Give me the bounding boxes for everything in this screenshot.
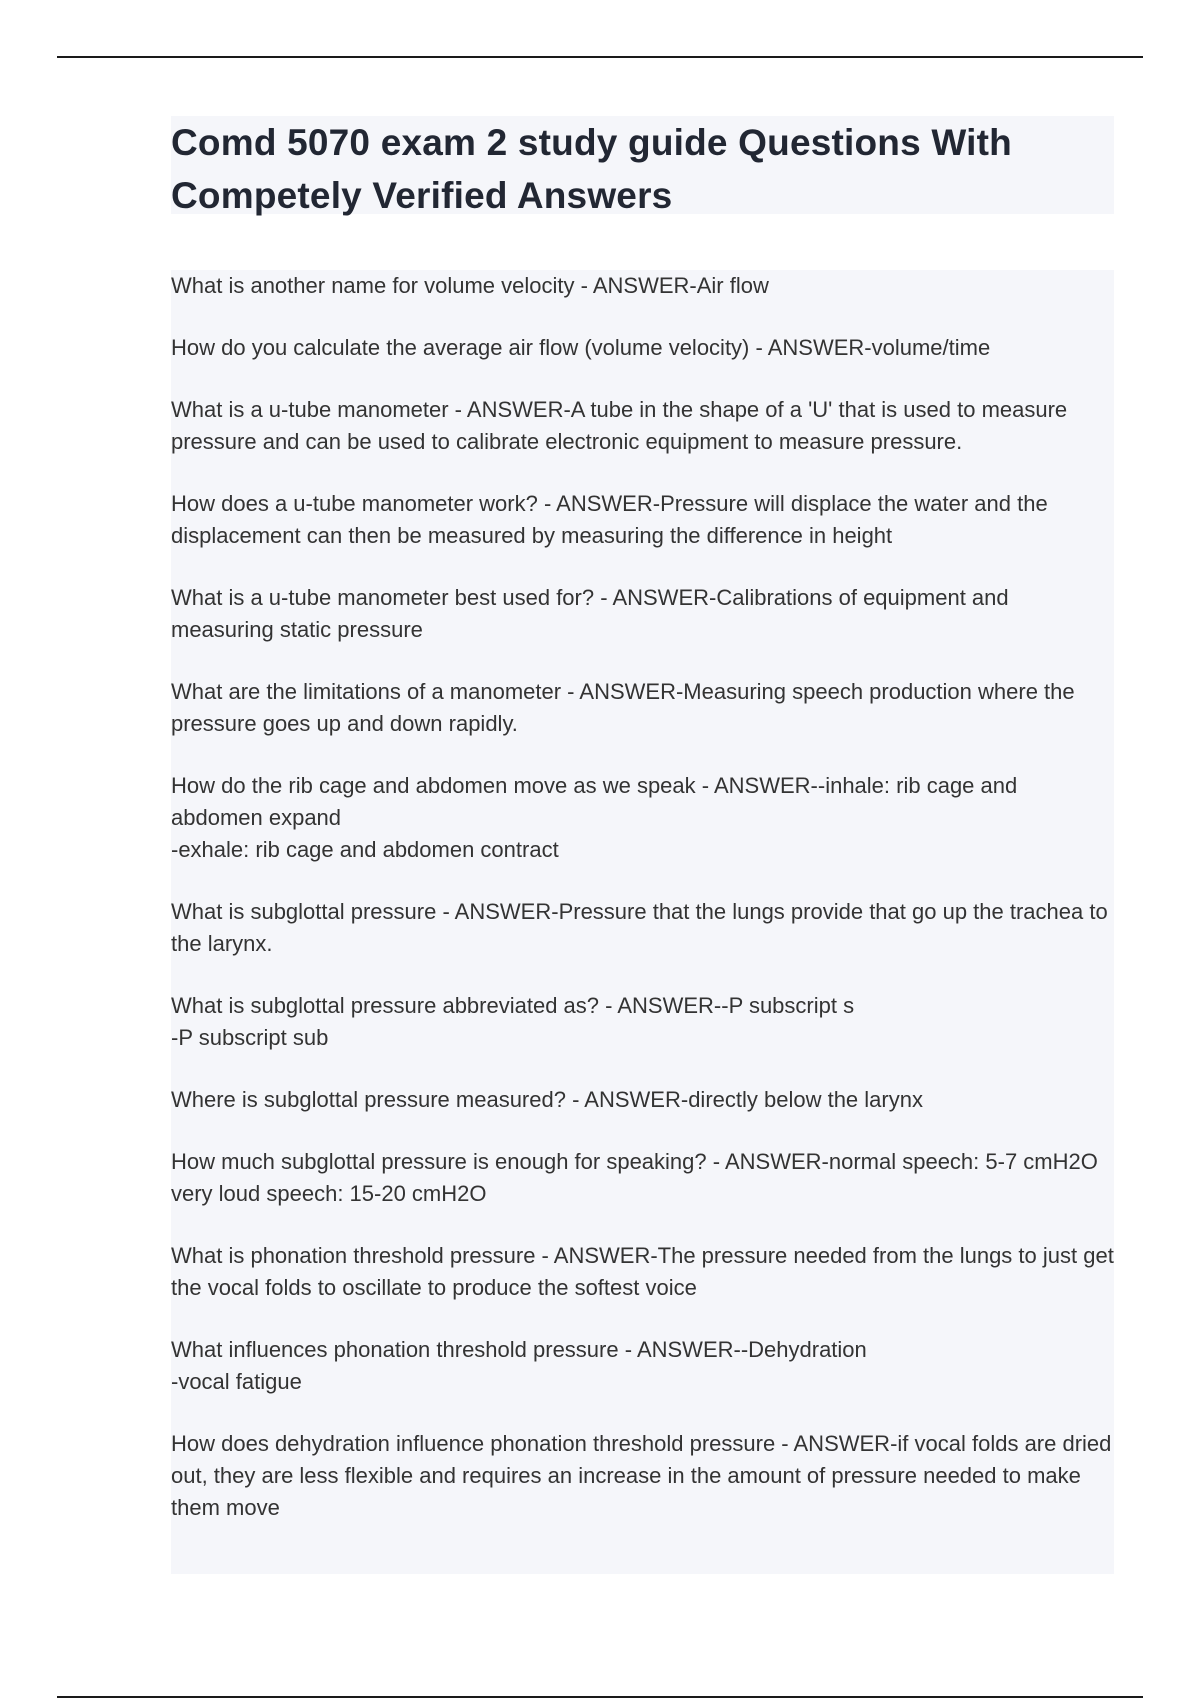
qa-list [171, 270, 1114, 1524]
qa-item: What is a u-tube manometer best used for? - ANSWER-Calibrations of equipment and measuring static pressure [171, 585, 1009, 642]
qa-item: What are the limitations of a manometer - ANSWER-Measuring speech production where the pressure goes up and down rapidly. [171, 679, 1075, 736]
qa-item: What is a u-tube manometer - ANSWER-A tube in the shape of a 'U' that is used to measure pressure and can be used to calibrate electronic equipment to measure pressure. [171, 397, 1068, 454]
bottom-divider [57, 1696, 1143, 1698]
qa-item: What is another name for volume velocity - ANSWER-Air flow [171, 273, 769, 298]
qa-item: How do the rib cage and abdomen move as we speak - ANSWER--inhale: rib cage and abdomen expand -exhale: rib cage and abdomen contract [171, 773, 1018, 862]
qa-item: What is phonation threshold pressure - ANSWER-The pressure needed from the lungs to just get the vocal folds to oscillate to produce the softest voice [171, 1243, 1114, 1300]
qa-item: How does dehydration influence phonation threshold pressure - ANSWER-if vocal folds are dried out, they are less flexible and requires an increase in the amount of pressure needed to make them move [171, 1431, 1112, 1520]
qa-item: How much subglottal pressure is enough for speaking? - ANSWER-normal speech: 5-7 cmH2O very loud speech: 15-20 cmH2O [171, 1149, 1098, 1206]
document-title: Comd 5070 exam 2 study guide Questions With Competely Verified Answers [171, 122, 1012, 216]
qa-item: What influences phonation threshold pressure - ANSWER--Dehydration -vocal fatigue [171, 1337, 867, 1394]
qa-item: Where is subglottal pressure measured? - ANSWER-directly below the larynx [171, 1087, 923, 1112]
qa-item: How does a u-tube manometer work? - ANSWER-Pressure will displace the water and the displacement can then be measured by measuring the difference in height [171, 491, 1048, 548]
title-block [171, 116, 1114, 214]
qa-item: What is subglottal pressure - ANSWER-Pressure that the lungs provide that go up the trachea to the larynx. [171, 899, 1108, 956]
qa-item: What is subglottal pressure abbreviated as? - ANSWER--P subscript s -P subscript sub [171, 993, 855, 1050]
top-divider [57, 56, 1143, 58]
qa-section [171, 270, 1114, 1574]
qa-item: How do you calculate the average air flow (volume velocity) - ANSWER-volume/time [171, 335, 991, 360]
